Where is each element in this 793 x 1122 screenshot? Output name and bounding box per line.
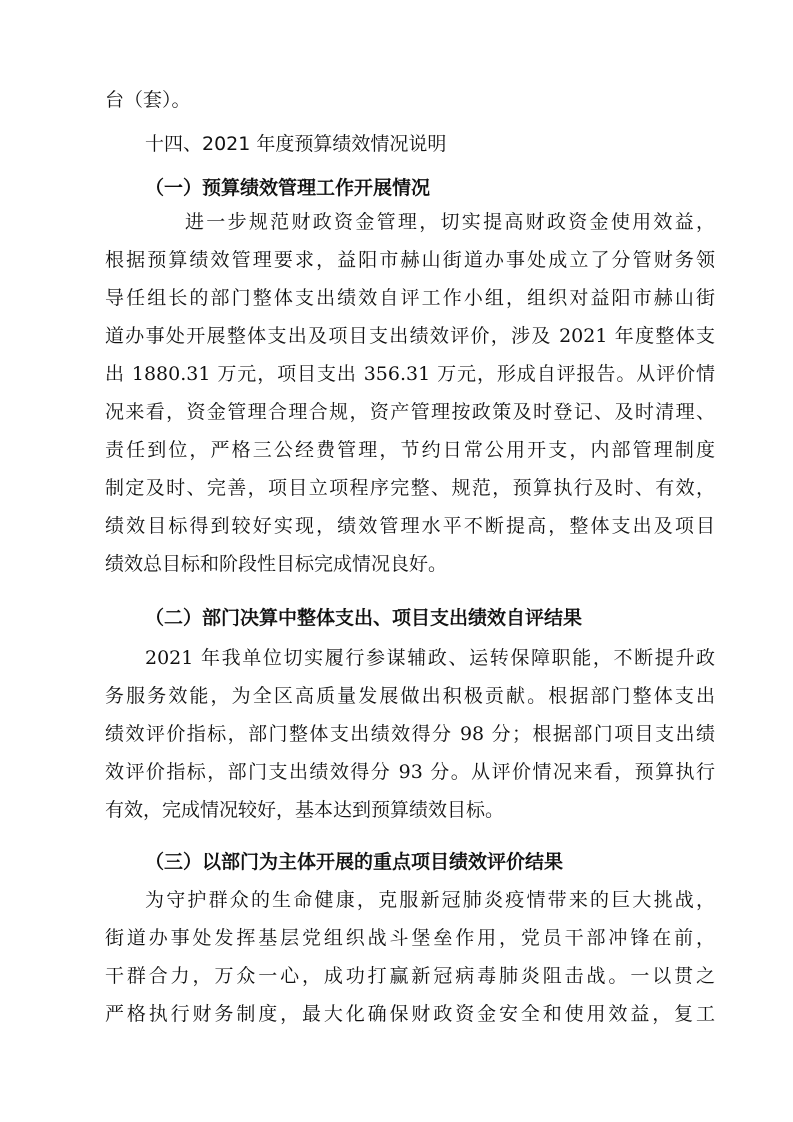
subsection-1-title: （一）预算绩效管理工作开展情况 [145,177,431,199]
section-title: 十四、2021 年度预算绩效情况说明 [145,133,447,155]
paragraph-1-line: 绩效总目标和阶段性目标完成情况良好。 [105,553,448,575]
paragraph-1-line: 出 1880.31 万元，项目支出 356.31 万元，形成自评报告。从评价情 [105,363,715,385]
paragraph-1-line: 况来看，资金管理合理合规，资产管理按政策及时登记、及时清理、 [105,401,715,423]
paragraph-1-line: 进一步规范财政资金管理，切实提高财政资金使用效益， [185,211,715,233]
paragraph-2-line: 务服务效能，为全区高质量发展做出积极贡献。根据部门整体支出 [105,685,715,707]
paragraph-2-line: 绩效评价指标，部门整体支出绩效得分 98 分；根据部门项目支出绩 [105,723,715,745]
paragraph-3-line: 干群合力，万众一心，成功打赢新冠病毒肺炎阻击战。一以贯之 [105,965,715,987]
paragraph-2-line: 2021 年我单位切实履行参谋辅政、运转保障职能，不断提升政 [145,647,715,669]
top-fragment: 台（套）。 [105,89,191,111]
subsection-3-title: （三）以部门为主体开展的重点项目绩效评价结果 [145,851,564,873]
paragraph-2-line: 有效，完成情况较好，基本达到预算绩效目标。 [105,799,505,821]
paragraph-1-line: 责任到位，严格三公经费管理，节约日常公用开支，内部管理制度 [105,439,715,461]
paragraph-3-line: 街道办事处发挥基层党组织战斗堡垒作用，党员干部冲锋在前， [105,927,715,949]
paragraph-3-line: 严格执行财务制度，最大化确保财政资金安全和使用效益，复工 [105,1003,715,1025]
paragraph-2-line: 效评价指标，部门支出绩效得分 93 分。从评价情况来看，预算执行 [105,761,715,783]
paragraph-1-line: 道办事处开展整体支出及项目支出绩效评价，涉及 2021 年度整体支 [105,325,715,347]
subsection-2-title: （二）部门决算中整体支出、项目支出绩效自评结果 [145,607,583,629]
paragraph-1-line: 根据预算绩效管理要求，益阳市赫山街道办事处成立了分管财务领 [105,249,715,271]
paragraph-1-line: 制定及时、完善，项目立项程序完整、规范，预算执行及时、有效， [105,477,715,499]
paragraph-3-line: 为守护群众的生命健康，克服新冠肺炎疫情带来的巨大挑战， [145,889,715,911]
paragraph-1-line: 绩效目标得到较好实现，绩效管理水平不断提高，整体支出及项目 [105,515,715,537]
paragraph-1-line: 导任组长的部门整体支出绩效自评工作小组，组织对益阳市赫山街 [105,287,715,309]
